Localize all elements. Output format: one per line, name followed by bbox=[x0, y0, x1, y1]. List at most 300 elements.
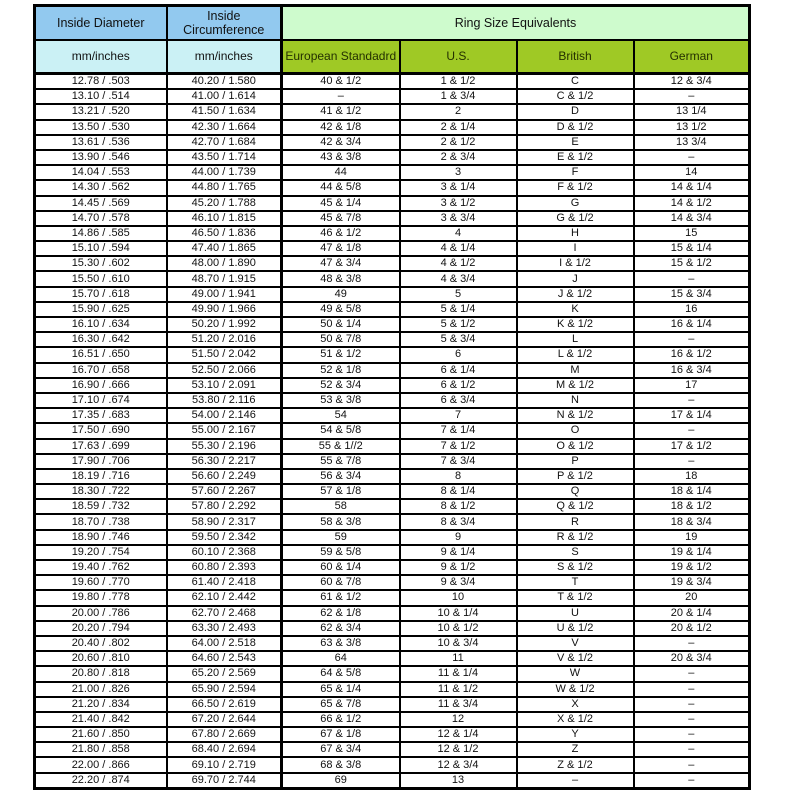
table-cell: E & 1/2 bbox=[517, 150, 634, 165]
table-cell: 46.50 / 1.836 bbox=[167, 226, 282, 241]
table-cell: 54 bbox=[282, 408, 400, 423]
table-cell: 13.10 / .514 bbox=[35, 89, 167, 104]
table-cell: 46.10 / 1.815 bbox=[167, 211, 282, 226]
table-row bbox=[35, 560, 750, 575]
table-cell: 54 & 5/8 bbox=[282, 423, 400, 438]
table-cell: 15.10 / .594 bbox=[35, 241, 167, 256]
table-row bbox=[35, 454, 750, 469]
subheader-european-standard: European Standadrd bbox=[282, 40, 400, 74]
table-cell: 17.35 / .683 bbox=[35, 408, 167, 423]
table-cell: 67 & 1/8 bbox=[282, 727, 400, 742]
table-cell: 59 bbox=[282, 530, 400, 545]
table-cell: 55 & 7/8 bbox=[282, 454, 400, 469]
subheader-us: U.S. bbox=[400, 40, 517, 74]
table-cell: 57.80 / 2.292 bbox=[167, 499, 282, 514]
table-cell: Z bbox=[517, 742, 634, 757]
table-cell: W & 1/2 bbox=[517, 682, 634, 697]
table-cell: Z & 1/2 bbox=[517, 757, 634, 772]
table-cell: 67.20 / 2.644 bbox=[167, 712, 282, 727]
table-cell: Q & 1/2 bbox=[517, 499, 634, 514]
table-cell: 52.50 / 2.066 bbox=[167, 363, 282, 378]
table-cell: 14.04 / .553 bbox=[35, 165, 167, 180]
table-cell: 42.30 / 1.664 bbox=[167, 120, 282, 135]
table-cell: L bbox=[517, 332, 634, 347]
table-cell: P & 1/2 bbox=[517, 469, 634, 484]
table-cell: 55.00 / 2.167 bbox=[167, 423, 282, 438]
table-cell: F & 1/2 bbox=[517, 180, 634, 195]
subheader-german: German bbox=[634, 40, 750, 74]
table-cell: P bbox=[517, 454, 634, 469]
table-row bbox=[35, 226, 750, 241]
table-cell: 13 1/2 bbox=[634, 120, 750, 135]
table-cell: – bbox=[634, 271, 750, 286]
table-row bbox=[35, 773, 750, 789]
table-cell: 61.40 / 2.418 bbox=[167, 575, 282, 590]
table-cell: X & 1/2 bbox=[517, 712, 634, 727]
table-cell: 19 bbox=[634, 530, 750, 545]
table-cell: C bbox=[517, 74, 634, 90]
table-cell: 14.45 / .569 bbox=[35, 196, 167, 211]
table-cell: 19.80 / .778 bbox=[35, 590, 167, 605]
table-cell: 16 & 3/4 bbox=[634, 363, 750, 378]
table-cell: T bbox=[517, 575, 634, 590]
table-cell: 58 bbox=[282, 499, 400, 514]
table-cell: 61 & 1/2 bbox=[282, 590, 400, 605]
table-cell: 5 & 1/2 bbox=[400, 317, 517, 332]
table-cell: 54.00 / 2.146 bbox=[167, 408, 282, 423]
table-cell: 44.80 / 1.765 bbox=[167, 180, 282, 195]
table-cell: 69.10 / 2.719 bbox=[167, 757, 282, 772]
table-cell: 3 & 1/4 bbox=[400, 180, 517, 195]
table-cell: – bbox=[634, 727, 750, 742]
table-row bbox=[35, 363, 750, 378]
table-cell: 18.59 / .732 bbox=[35, 499, 167, 514]
table-cell: 14 & 3/4 bbox=[634, 211, 750, 226]
table-cell: 44 bbox=[282, 165, 400, 180]
table-row bbox=[35, 135, 750, 150]
table-cell: 12 & 3/4 bbox=[400, 757, 517, 772]
table-row bbox=[35, 89, 750, 104]
table-cell: 69 bbox=[282, 773, 400, 789]
table-cell: 62 & 1/8 bbox=[282, 606, 400, 621]
table-cell: 66 & 1/2 bbox=[282, 712, 400, 727]
table-cell: T & 1/2 bbox=[517, 590, 634, 605]
table-cell: R & 1/2 bbox=[517, 530, 634, 545]
table-cell: 2 bbox=[400, 104, 517, 119]
table-cell: 15 bbox=[634, 226, 750, 241]
table-cell: 59.50 / 2.342 bbox=[167, 530, 282, 545]
table-cell: 15.90 / .625 bbox=[35, 302, 167, 317]
table-cell: 68.40 / 2.694 bbox=[167, 742, 282, 757]
table-row bbox=[35, 439, 750, 454]
table-cell: – bbox=[634, 423, 750, 438]
table-cell: – bbox=[634, 697, 750, 712]
table-cell: 13 bbox=[400, 773, 517, 789]
table-row bbox=[35, 666, 750, 681]
table-row bbox=[35, 742, 750, 757]
table-cell: S & 1/2 bbox=[517, 560, 634, 575]
table-cell: F bbox=[517, 165, 634, 180]
table-cell: 16 bbox=[634, 302, 750, 317]
table-cell: 45 & 1/4 bbox=[282, 196, 400, 211]
table-cell: G & 1/2 bbox=[517, 211, 634, 226]
table-cell: U bbox=[517, 606, 634, 621]
table-cell: 11 & 3/4 bbox=[400, 697, 517, 712]
table-cell: 9 bbox=[400, 530, 517, 545]
table-cell: 55.30 / 2.196 bbox=[167, 439, 282, 454]
table-cell: N & 1/2 bbox=[517, 408, 634, 423]
table-row bbox=[35, 211, 750, 226]
table-cell: 53.10 / 2.091 bbox=[167, 378, 282, 393]
table-cell: 17.50 / .690 bbox=[35, 423, 167, 438]
table-cell: 4 & 1/4 bbox=[400, 241, 517, 256]
table-cell: 51 & 1/2 bbox=[282, 347, 400, 362]
table-row bbox=[35, 150, 750, 165]
table-cell: 7 & 3/4 bbox=[400, 454, 517, 469]
table-cell: 13.90 / .546 bbox=[35, 150, 167, 165]
table-cell: 18 & 1/2 bbox=[634, 499, 750, 514]
table-cell: 20.80 / .818 bbox=[35, 666, 167, 681]
table-row bbox=[35, 271, 750, 286]
table-cell: 64.60 / 2.543 bbox=[167, 651, 282, 666]
subheader-british: British bbox=[517, 40, 634, 74]
table-cell: – bbox=[634, 393, 750, 408]
table-cell: 18.19 / .716 bbox=[35, 469, 167, 484]
table-cell: 64 bbox=[282, 651, 400, 666]
table-cell: 47.40 / 1.865 bbox=[167, 241, 282, 256]
table-cell: 19.40 / .762 bbox=[35, 560, 167, 575]
table-cell: 43.50 / 1.714 bbox=[167, 150, 282, 165]
table-cell: 18.70 / .738 bbox=[35, 514, 167, 529]
table-cell: V & 1/2 bbox=[517, 651, 634, 666]
table-cell: – bbox=[634, 742, 750, 757]
table-cell: 8 & 1/2 bbox=[400, 499, 517, 514]
table-cell: 1 & 1/2 bbox=[400, 74, 517, 90]
table-cell: – bbox=[634, 682, 750, 697]
table-cell: 6 & 3/4 bbox=[400, 393, 517, 408]
table-cell: K bbox=[517, 302, 634, 317]
table-cell: 19.60 / .770 bbox=[35, 575, 167, 590]
table-row bbox=[35, 575, 750, 590]
table-row bbox=[35, 256, 750, 271]
table-cell: 15.30 / .602 bbox=[35, 256, 167, 271]
table-cell: 10 & 3/4 bbox=[400, 636, 517, 651]
table-cell: 42.70 / 1.684 bbox=[167, 135, 282, 150]
table-cell: 17.10 / .674 bbox=[35, 393, 167, 408]
table-cell: 21.80 / .858 bbox=[35, 742, 167, 757]
table-cell: 62.70 / 2.468 bbox=[167, 606, 282, 621]
table-cell: 63.30 / 2.493 bbox=[167, 621, 282, 636]
table-row bbox=[35, 120, 750, 135]
table-cell: 46 & 1/2 bbox=[282, 226, 400, 241]
table-cell: 42 & 3/4 bbox=[282, 135, 400, 150]
table-cell: 51.20 / 2.016 bbox=[167, 332, 282, 347]
table-cell: – bbox=[634, 712, 750, 727]
table-cell: 48 & 3/8 bbox=[282, 271, 400, 286]
table-cell: 7 bbox=[400, 408, 517, 423]
sub-header-row bbox=[35, 40, 750, 74]
table-cell: 12 & 1/4 bbox=[400, 727, 517, 742]
table-cell: 13 3/4 bbox=[634, 135, 750, 150]
table-cell: 11 & 1/2 bbox=[400, 682, 517, 697]
table-cell: 20 & 3/4 bbox=[634, 651, 750, 666]
table-cell: 51.50 / 2.042 bbox=[167, 347, 282, 362]
table-cell: – bbox=[634, 757, 750, 772]
table-cell: 19 & 1/2 bbox=[634, 560, 750, 575]
table-row bbox=[35, 499, 750, 514]
table-cell: 52 & 3/4 bbox=[282, 378, 400, 393]
table-cell: 15.70 / .618 bbox=[35, 287, 167, 302]
table-cell: I & 1/2 bbox=[517, 256, 634, 271]
col-header-inside-diameter: Inside Diameter bbox=[35, 6, 167, 41]
table-cell: 1 & 3/4 bbox=[400, 89, 517, 104]
col-header-inside-circumference: Inside Circumference bbox=[167, 6, 282, 41]
table-cell: 20 & 1/2 bbox=[634, 621, 750, 636]
table-cell: 41.50 / 1.634 bbox=[167, 104, 282, 119]
table-row bbox=[35, 423, 750, 438]
table-cell: 68 & 3/8 bbox=[282, 757, 400, 772]
table-cell: 9 & 1/4 bbox=[400, 545, 517, 560]
table-cell: 60 & 1/4 bbox=[282, 560, 400, 575]
table-cell: 21.00 / .826 bbox=[35, 682, 167, 697]
table-cell: – bbox=[634, 89, 750, 104]
table-cell: 4 & 1/2 bbox=[400, 256, 517, 271]
table-cell: 18 bbox=[634, 469, 750, 484]
table-cell: 9 & 1/2 bbox=[400, 560, 517, 575]
table-cell: 63 & 3/8 bbox=[282, 636, 400, 651]
table-cell: 47 & 3/4 bbox=[282, 256, 400, 271]
table-row bbox=[35, 636, 750, 651]
table-cell: 7 & 1/2 bbox=[400, 439, 517, 454]
table-cell: 60.80 / 2.393 bbox=[167, 560, 282, 575]
table-cell: 17 & 1/4 bbox=[634, 408, 750, 423]
table-cell: 49.90 / 1.966 bbox=[167, 302, 282, 317]
table-cell: 6 & 1/2 bbox=[400, 378, 517, 393]
table-cell: 47 & 1/8 bbox=[282, 241, 400, 256]
table-row bbox=[35, 697, 750, 712]
table-cell: 57.60 / 2.267 bbox=[167, 484, 282, 499]
table-cell: 16 & 1/2 bbox=[634, 347, 750, 362]
table-cell: 57 & 1/8 bbox=[282, 484, 400, 499]
table-cell: 41.00 / 1.614 bbox=[167, 89, 282, 104]
table-cell: J bbox=[517, 271, 634, 286]
table-cell: 8 & 1/4 bbox=[400, 484, 517, 499]
table-cell: 20.40 / .802 bbox=[35, 636, 167, 651]
table-cell: 14.70 / .578 bbox=[35, 211, 167, 226]
table-cell: 15 & 3/4 bbox=[634, 287, 750, 302]
table-cell: 5 & 3/4 bbox=[400, 332, 517, 347]
table-cell: 22.00 / .866 bbox=[35, 757, 167, 772]
table-row bbox=[35, 545, 750, 560]
table-body bbox=[35, 74, 750, 789]
table-row bbox=[35, 712, 750, 727]
table-cell: 13 1/4 bbox=[634, 104, 750, 119]
table-cell: O & 1/2 bbox=[517, 439, 634, 454]
table-cell: J & 1/2 bbox=[517, 287, 634, 302]
table-cell: Y bbox=[517, 727, 634, 742]
table-cell: W bbox=[517, 666, 634, 681]
table-cell: 19.20 / .754 bbox=[35, 545, 167, 560]
table-row bbox=[35, 408, 750, 423]
table-cell: – bbox=[634, 666, 750, 681]
table-cell: 41 & 1/2 bbox=[282, 104, 400, 119]
table-cell: K & 1/2 bbox=[517, 317, 634, 332]
table-cell: 20.00 / .786 bbox=[35, 606, 167, 621]
subheader-diameter-mm-inches: mm/inches bbox=[35, 40, 167, 74]
table-cell: 18 & 3/4 bbox=[634, 514, 750, 529]
table-cell: 5 & 1/4 bbox=[400, 302, 517, 317]
table-cell: 40 & 1/2 bbox=[282, 74, 400, 90]
table-cell: 14.86 / .585 bbox=[35, 226, 167, 241]
table-cell: 67.80 / 2.669 bbox=[167, 727, 282, 742]
table-cell: 12 & 1/2 bbox=[400, 742, 517, 757]
subheader-circumference-mm-inches: mm/inches bbox=[167, 40, 282, 74]
col-header-ring-size-equivalents: Ring Size Equivalents bbox=[282, 6, 750, 41]
table-row bbox=[35, 378, 750, 393]
table-cell: 5 bbox=[400, 287, 517, 302]
table-cell: 40.20 / 1.580 bbox=[167, 74, 282, 90]
table-cell: 8 & 3/4 bbox=[400, 514, 517, 529]
table-row bbox=[35, 651, 750, 666]
table-row bbox=[35, 530, 750, 545]
table-cell: 50 & 1/4 bbox=[282, 317, 400, 332]
table-cell: 49 & 5/8 bbox=[282, 302, 400, 317]
table-cell: 12 & 3/4 bbox=[634, 74, 750, 90]
table-cell: 15 & 1/2 bbox=[634, 256, 750, 271]
table-cell: 55 & 1//2 bbox=[282, 439, 400, 454]
table-row bbox=[35, 682, 750, 697]
table-cell: – bbox=[634, 332, 750, 347]
table-cell: 64 & 5/8 bbox=[282, 666, 400, 681]
table-cell: 53.80 / 2.116 bbox=[167, 393, 282, 408]
table-cell: 69.70 / 2.744 bbox=[167, 773, 282, 789]
table-cell: – bbox=[634, 454, 750, 469]
table-cell: 12 bbox=[400, 712, 517, 727]
table-cell: 17 bbox=[634, 378, 750, 393]
table-cell: 50.20 / 1.992 bbox=[167, 317, 282, 332]
table-cell: 13.21 / .520 bbox=[35, 104, 167, 119]
table-cell: 49.00 / 1.941 bbox=[167, 287, 282, 302]
table-row bbox=[35, 484, 750, 499]
table-cell: 11 bbox=[400, 651, 517, 666]
table-row bbox=[35, 196, 750, 211]
table-cell: 2 & 1/4 bbox=[400, 120, 517, 135]
table-row bbox=[35, 104, 750, 119]
table-cell: O bbox=[517, 423, 634, 438]
table-row bbox=[35, 165, 750, 180]
table-row bbox=[35, 74, 750, 90]
table-cell: – bbox=[282, 89, 400, 104]
table-cell: 3 bbox=[400, 165, 517, 180]
table-row bbox=[35, 332, 750, 347]
table-cell: 19 & 3/4 bbox=[634, 575, 750, 590]
table-cell: D bbox=[517, 104, 634, 119]
table-cell: 9 & 3/4 bbox=[400, 575, 517, 590]
table-cell: 66.50 / 2.619 bbox=[167, 697, 282, 712]
table-cell: 16.30 / .642 bbox=[35, 332, 167, 347]
table-cell: 16.51 / .650 bbox=[35, 347, 167, 362]
table-cell: 10 bbox=[400, 590, 517, 605]
table-cell: 52 & 1/8 bbox=[282, 363, 400, 378]
table-cell: D & 1/2 bbox=[517, 120, 634, 135]
table-cell: 2 & 1/2 bbox=[400, 135, 517, 150]
ring-size-table bbox=[33, 4, 751, 790]
table-cell: – bbox=[634, 636, 750, 651]
table-cell: 2 & 3/4 bbox=[400, 150, 517, 165]
table-cell: 56.30 / 2.217 bbox=[167, 454, 282, 469]
table-cell: 3 & 1/2 bbox=[400, 196, 517, 211]
table-cell: 12.78 / .503 bbox=[35, 74, 167, 90]
table-cell: 21.20 / .834 bbox=[35, 697, 167, 712]
table-row bbox=[35, 393, 750, 408]
table-cell: 56 & 3/4 bbox=[282, 469, 400, 484]
table-cell: 4 & 3/4 bbox=[400, 271, 517, 286]
table-cell: 20.20 / .794 bbox=[35, 621, 167, 636]
table-row bbox=[35, 606, 750, 621]
table-row bbox=[35, 317, 750, 332]
group-header-row bbox=[35, 6, 750, 41]
table-cell: 65.20 / 2.569 bbox=[167, 666, 282, 681]
table-cell: G bbox=[517, 196, 634, 211]
table-cell: X bbox=[517, 697, 634, 712]
table-cell: 8 bbox=[400, 469, 517, 484]
table-cell: 21.60 / .850 bbox=[35, 727, 167, 742]
table-row bbox=[35, 621, 750, 636]
table-cell: 60.10 / 2.368 bbox=[167, 545, 282, 560]
table-cell: 58 & 3/8 bbox=[282, 514, 400, 529]
table-cell: R bbox=[517, 514, 634, 529]
table-cell: 20.60 / .810 bbox=[35, 651, 167, 666]
table-cell: 6 bbox=[400, 347, 517, 362]
table-cell: 44 & 5/8 bbox=[282, 180, 400, 195]
table-cell: 18.30 / .722 bbox=[35, 484, 167, 499]
table-cell: 62.10 / 2.442 bbox=[167, 590, 282, 605]
table-row bbox=[35, 590, 750, 605]
table-cell: 7 & 1/4 bbox=[400, 423, 517, 438]
table-cell: U & 1/2 bbox=[517, 621, 634, 636]
table-cell: S bbox=[517, 545, 634, 560]
table-cell: 44.00 / 1.739 bbox=[167, 165, 282, 180]
table-cell: – bbox=[634, 773, 750, 789]
table-row bbox=[35, 514, 750, 529]
table-cell: 64.00 / 2.518 bbox=[167, 636, 282, 651]
table-cell: 67 & 3/4 bbox=[282, 742, 400, 757]
table-cell: H bbox=[517, 226, 634, 241]
table-cell: 4 bbox=[400, 226, 517, 241]
table-cell: 43 & 3/8 bbox=[282, 150, 400, 165]
table-cell: 20 bbox=[634, 590, 750, 605]
table-row bbox=[35, 757, 750, 772]
table-cell: 6 & 1/4 bbox=[400, 363, 517, 378]
table-cell: 18 & 1/4 bbox=[634, 484, 750, 499]
table-cell: 16.90 / .666 bbox=[35, 378, 167, 393]
table-cell: 65.90 / 2.594 bbox=[167, 682, 282, 697]
table-cell: 17 & 1/2 bbox=[634, 439, 750, 454]
table-cell: 65 & 7/8 bbox=[282, 697, 400, 712]
table-cell: 45.20 / 1.788 bbox=[167, 196, 282, 211]
table-row bbox=[35, 287, 750, 302]
table-cell: 48.70 / 1.915 bbox=[167, 271, 282, 286]
table-cell: 10 & 1/4 bbox=[400, 606, 517, 621]
table-cell: 48.00 / 1.890 bbox=[167, 256, 282, 271]
table-cell: 16.70 / .658 bbox=[35, 363, 167, 378]
table-cell: 56.60 / 2.249 bbox=[167, 469, 282, 484]
table-cell: 18.90 / .746 bbox=[35, 530, 167, 545]
table-row bbox=[35, 347, 750, 362]
table-cell: 13.61 / .536 bbox=[35, 135, 167, 150]
table-cell: 3 & 3/4 bbox=[400, 211, 517, 226]
table-row bbox=[35, 302, 750, 317]
